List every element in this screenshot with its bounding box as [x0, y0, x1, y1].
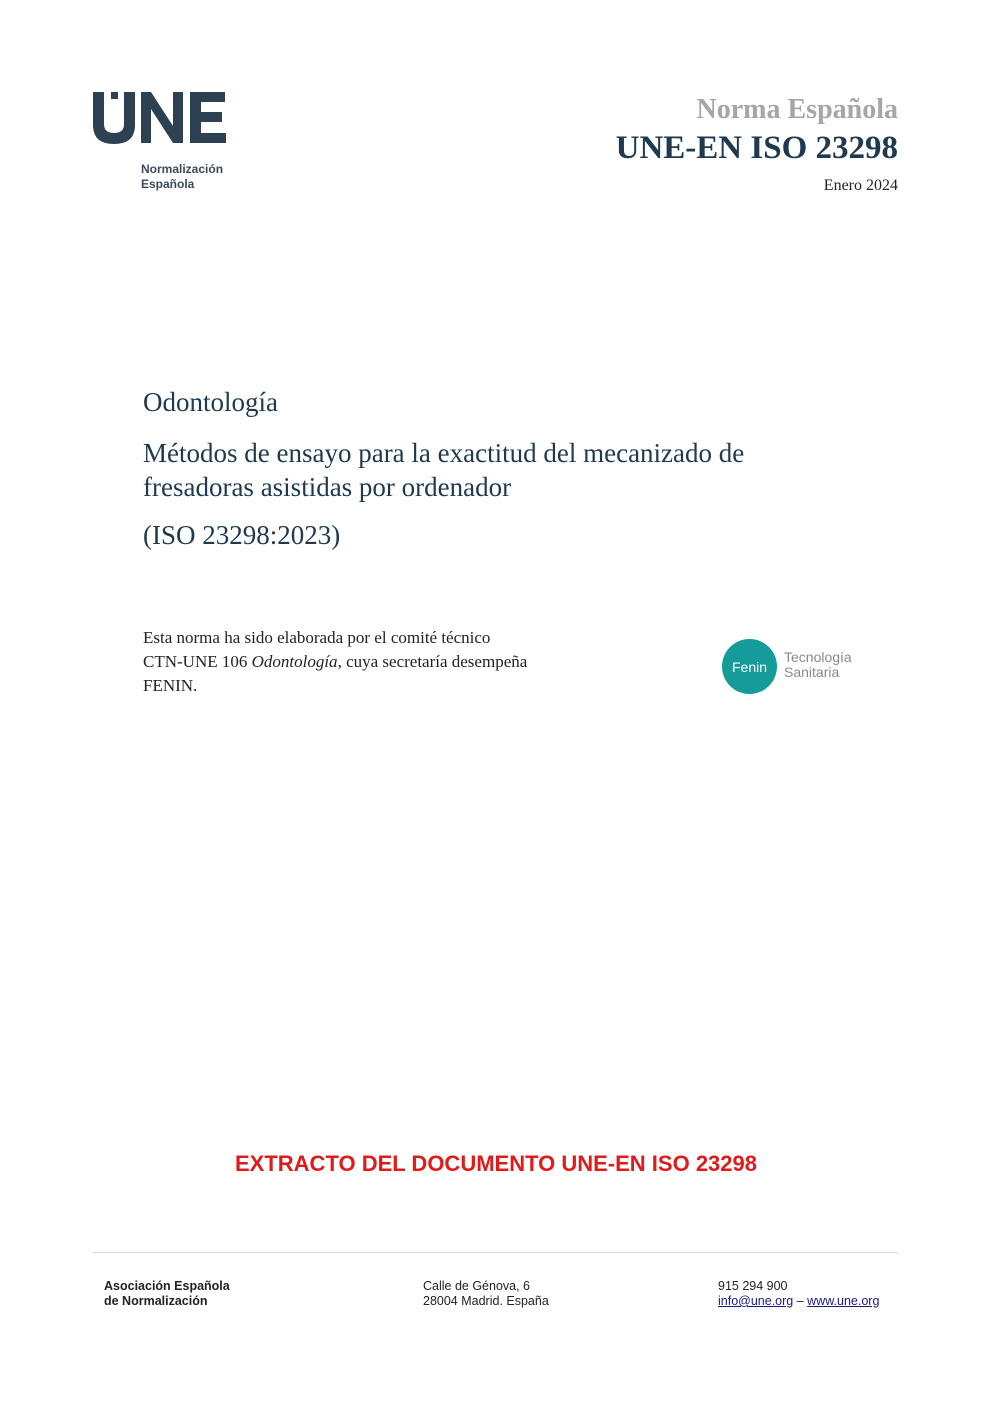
- main-title: [143, 436, 883, 504]
- fenin-logo: [722, 639, 872, 695]
- une-wordmark: [93, 90, 233, 150]
- footer-address: [423, 1279, 549, 1309]
- committee-code: CTN-UNE 106: [143, 652, 252, 671]
- committee-line2: [143, 650, 663, 674]
- subject-title: Odontología: [143, 387, 278, 417]
- logo-subtitle-line1: Normalización: [141, 162, 224, 176]
- committee-name: Odontología: [251, 652, 338, 671]
- norma-label: Norma Española: [696, 94, 898, 125]
- footer-divider: [93, 1252, 898, 1253]
- main-title-line1: Métodos de ensayo para la exactitud del mecanizado de: [143, 438, 745, 468]
- logo-subtitle-line2: Española: [141, 177, 195, 191]
- publication-date: Enero 2024: [823, 177, 898, 194]
- main-title-line2: fresadoras asistidas por ordenador: [143, 472, 512, 502]
- footer-phone: 915 294 900: [718, 1279, 788, 1293]
- committee-statement: [143, 626, 663, 698]
- footer-organization: [104, 1279, 230, 1309]
- committee-line3: FENIN.: [143, 676, 198, 695]
- email-link[interactable]: info@une.org: [718, 1294, 794, 1308]
- committee-line1: Esta norma ha sido elaborada por el comité técnico: [143, 628, 491, 647]
- fenin-tagline: [784, 650, 852, 680]
- footer-address-line2: 28004 Madrid. España: [423, 1294, 549, 1308]
- fenin-tagline-line1: Tecnología: [784, 649, 852, 665]
- footer-org-line2: de Normalización: [104, 1294, 208, 1308]
- footer-separator: –: [793, 1294, 808, 1308]
- iso-reference: (ISO 23298:2023): [143, 520, 341, 550]
- footer-links: [718, 1294, 879, 1309]
- fenin-circle-badge: Fenin: [722, 639, 777, 694]
- extract-notice: EXTRACTO DEL DOCUMENTO UNE-EN ISO 23298: [235, 1151, 757, 1176]
- une-logo: [93, 90, 233, 195]
- standard-code: UNE-EN ISO 23298: [615, 130, 898, 166]
- footer-contact: [718, 1279, 879, 1309]
- committee-line2-suffix: , cuya secretaría desempeña: [337, 652, 528, 671]
- footer-org-line1: Asociación Española: [104, 1279, 230, 1293]
- website-link[interactable]: www.une.org: [807, 1294, 880, 1308]
- footer-address-line1: Calle de Génova, 6: [423, 1279, 531, 1293]
- fenin-tagline-line2: Sanitaria: [784, 664, 840, 680]
